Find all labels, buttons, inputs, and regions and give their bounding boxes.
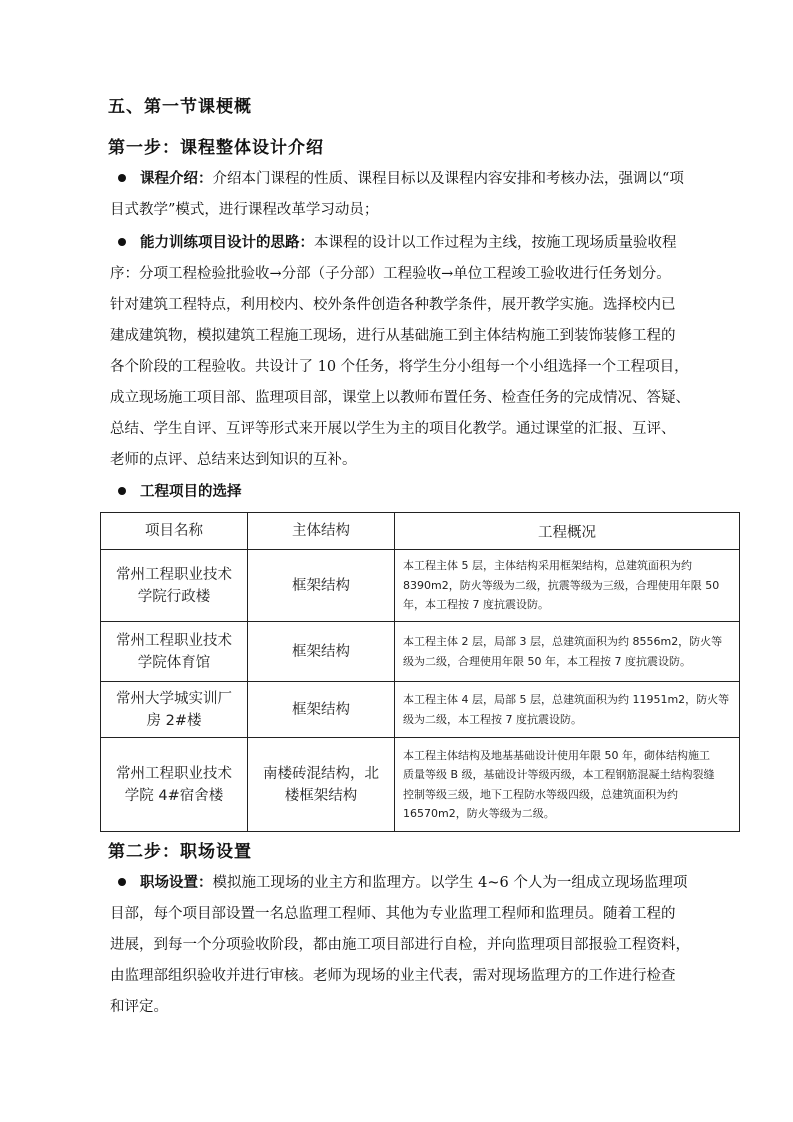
bullet-text-line: 模拟施工现场的业主方和监理方。以学生 4~6 个人为一组成立现场监理项 <box>212 875 688 891</box>
table-header-row <box>101 513 740 550</box>
cell-text: 控制等级三级，地下工程防水等级四级，总建筑面积为约 <box>403 787 678 801</box>
bullet-design-idea <box>110 227 738 476</box>
cell-project-name <box>101 738 248 832</box>
cell-overview <box>395 550 740 622</box>
bullet-icon <box>118 487 126 495</box>
bullet-icon <box>118 174 126 182</box>
cell-text: 南楼砖混结构，北 <box>263 765 379 782</box>
cell-structure <box>248 738 395 832</box>
cell-structure <box>248 550 395 622</box>
cell-overview <box>395 682 740 738</box>
bullet-text-line: 进展，到每一个分项验收阶段，都由施工项目部进行自检，并向监理项目部报验工程资料， <box>110 937 690 953</box>
bullet-lead: 职场设置： <box>140 874 213 891</box>
bullet-text-line: 总结、学生自评、互评等形式来开展以学生为主的项目化教学。通过课堂的汇报、互评、 <box>110 421 676 437</box>
bullet-text-line: 序：分项工程检验批验收→分部（子分部）工程验收→单位工程竣工验收进行任务划分。 <box>110 266 671 282</box>
cell-text: 质量等级 B 级，基础设计等级丙级，本工程钢筋混凝土结构裂缝 <box>403 768 715 781</box>
cell-text: 本工程主体 4 层，局部 5 层，总建筑面积为约 11951m2，防火等 <box>403 693 730 706</box>
step2-heading: 第二步：职场设置 <box>108 842 252 862</box>
cell-overview <box>395 738 740 832</box>
cell-text: 房 2#楼 <box>146 712 202 729</box>
bullet-text-line: 和评定。 <box>110 999 168 1015</box>
bullet-icon <box>118 238 126 246</box>
bullet-lead: 课程介绍： <box>140 170 213 187</box>
table-header: 工程概况 <box>395 513 740 550</box>
cell-text: 常州工程职业技术 <box>116 566 232 583</box>
bullet-text-line: 老师的点评、总结来达到知识的互补。 <box>110 452 357 468</box>
cell-text: 框架结构 <box>292 701 350 718</box>
table-row <box>101 622 740 682</box>
cell-text: 级为二级，本工程按 7 度抗震设防。 <box>403 712 582 726</box>
project-table <box>100 512 740 832</box>
bullet-text-line: 由监理部组织验收并进行审核。老师为现场的业主代表，需对现场监理方的工作进行检查 <box>110 968 676 984</box>
bullet-lead: 工程项目的选择 <box>140 483 242 500</box>
cell-project-name <box>101 682 248 738</box>
cell-text: 框架结构 <box>292 643 350 660</box>
bullet-text-line: 本课程的设计以工作过程为主线，按施工现场质量验收程 <box>314 235 677 251</box>
cell-structure <box>248 682 395 738</box>
bullet-text-line: 成立现场施工项目部、监理项目部，课堂上以教师布置任务、检查任务的完成情况、答疑、 <box>110 390 690 406</box>
cell-text: 年，本工程按 7 度抗震设防。 <box>403 598 549 612</box>
cell-structure <box>248 622 395 682</box>
bullet-icon <box>118 878 126 886</box>
table-header: 主体结构 <box>248 513 395 550</box>
table-header: 项目名称 <box>101 513 248 550</box>
cell-text: 常州大学城实训厂 <box>116 690 232 707</box>
cell-text: 16570m2，防火等级为二级。 <box>403 807 555 820</box>
bullet-text-line: 目部，每个项目部设置一名总监理工程师、其他为专业监理工程师和监理员。随着工程的 <box>110 906 676 922</box>
cell-text: 级为二级，合理使用年限 50 年，本工程按 7 度抗震设防。 <box>403 654 691 668</box>
bullet-text-line: 各个阶段的工程验收。共设计了 10 个任务，将学生分小组每一个小组选择一个工程项目， <box>110 359 689 375</box>
bullet-text-line: 建成建筑物，模拟建筑工程施工现场，进行从基础施工到主体结构施工到装饰装修工程的 <box>110 328 676 344</box>
cell-text: 本工程主体结构及地基基础设计使用年限 50 年，砌体结构施工 <box>403 748 710 762</box>
cell-text: 常州工程职业技术 <box>116 765 232 782</box>
bullet-text-line: 目式教学”模式，进行课程改革学习动员； <box>110 202 379 218</box>
bullet-project-selection <box>110 476 738 508</box>
cell-text: 学院行政楼 <box>137 588 211 605</box>
bullet-text-line: 介绍本门课程的性质、课程目标以及课程内容安排和考核办法，强调以“项 <box>212 171 684 187</box>
bullet-workplace-setup <box>110 867 738 1023</box>
cell-text: 框架结构 <box>292 577 350 594</box>
bullet-course-intro <box>110 163 738 226</box>
section-title: 五、第一节课梗概 <box>108 97 252 117</box>
cell-text: 学院体育馆 <box>137 654 211 671</box>
cell-text: 学院 4#宿舍楼 <box>124 787 224 804</box>
cell-overview <box>395 622 740 682</box>
step1-heading: 第一步：课程整体设计介绍 <box>108 138 324 158</box>
table-row <box>101 682 740 738</box>
table-row <box>101 738 740 832</box>
bullet-text-line: 针对建筑工程特点，利用校内、校外条件创造各种教学条件，展开教学实施。选择校内已 <box>110 297 676 313</box>
cell-text: 楼框架结构 <box>284 787 358 804</box>
cell-text: 本工程主体 5 层，主体结构采用框架结构，总建筑面积为约 <box>403 559 692 573</box>
cell-project-name <box>101 550 248 622</box>
cell-text: 常州工程职业技术 <box>116 632 232 649</box>
cell-text: 8390m2，防火等级为二级，抗震等级为三级，合理使用年限 50 <box>403 578 720 592</box>
table-row <box>101 550 740 622</box>
cell-project-name <box>101 622 248 682</box>
cell-text: 本工程主体 2 层，局部 3 层，总建筑面积为约 8556m2，防火等 <box>403 635 723 648</box>
bullet-lead: 能力训练项目设计的思路： <box>140 234 314 251</box>
